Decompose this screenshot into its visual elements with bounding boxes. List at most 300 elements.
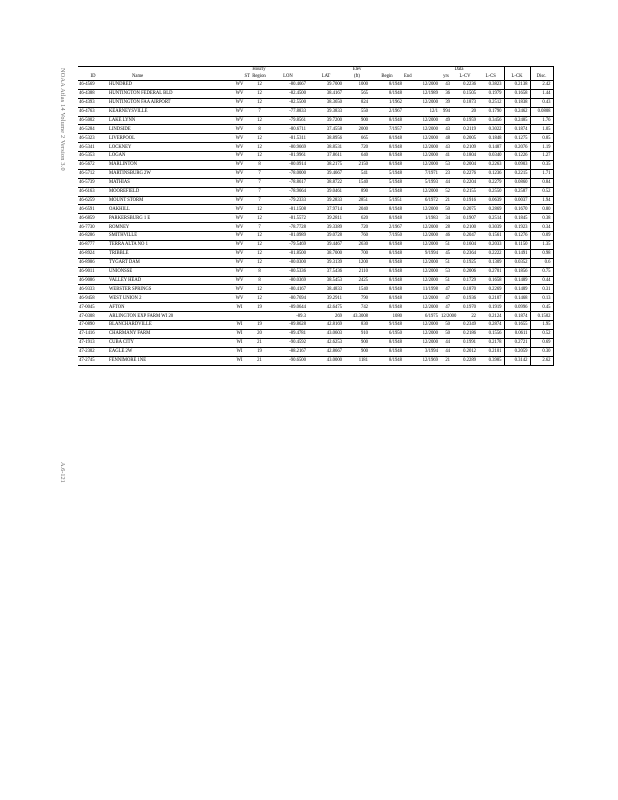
- cell-id: 47-2302: [78, 347, 108, 356]
- cell-lat: 38.8956: [308, 134, 344, 143]
- cell-lcv: 0.1991: [452, 338, 478, 347]
- cell-lck: 0.1150: [504, 241, 530, 250]
- cell-lcs: 0.2269: [478, 285, 504, 294]
- cell-end: 12/2000: [404, 205, 440, 214]
- cell-begin: 8/1948: [370, 338, 404, 347]
- cell-end: 6/1975: [404, 312, 440, 321]
- cell-st: WI: [228, 338, 250, 347]
- cell-region: 7: [250, 169, 268, 178]
- cell-end: 12/2000: [404, 152, 440, 161]
- cell-lcv: 0.2100: [452, 223, 478, 232]
- table-row: [78, 196, 553, 205]
- cell-lat: 39.7200: [308, 116, 344, 125]
- yrs-header: yrs: [440, 73, 452, 81]
- cell-st: WI: [228, 321, 250, 330]
- side-label: [57, 68, 69, 428]
- cell-elev: 900: [344, 116, 370, 125]
- cell-disc: 0.85: [530, 134, 553, 143]
- cell-elev: 1540: [344, 285, 370, 294]
- cell-name: LOGAN: [108, 152, 228, 161]
- cell-disc: 2.62: [530, 356, 553, 365]
- cell-yrs: 53: [440, 267, 452, 276]
- cell-id: 47-0045: [78, 303, 108, 312]
- cell-elev: 700: [344, 249, 370, 258]
- cell-lcv: 0.2186: [452, 329, 478, 338]
- cell-region: 12: [250, 89, 268, 98]
- cell-begin: 7/1957: [370, 125, 404, 134]
- cell-lck: 0.3142: [504, 356, 530, 365]
- cell-lck: 0.1923: [504, 223, 530, 232]
- cell-begin: 8/1948: [370, 356, 404, 365]
- cell-lat: 38.7000: [308, 249, 344, 258]
- cell-name: LOCKNEY: [108, 143, 228, 152]
- cell-yrs: 34: [440, 214, 452, 223]
- table-body: [78, 81, 553, 366]
- cell-lon: -89.4781: [268, 329, 308, 338]
- cell-elev: 1200: [344, 258, 370, 267]
- cell-region: 12: [250, 116, 268, 125]
- cell-lon: -80.4167: [268, 285, 308, 294]
- cell-disc: 0.35: [530, 161, 553, 170]
- cell-lon: -78.8617: [268, 178, 308, 187]
- cell-disc: 0.31: [530, 285, 553, 294]
- cell-begin: 8/1948: [370, 152, 404, 161]
- table-row: [78, 169, 553, 178]
- cell-lcv: 0.2006: [452, 267, 478, 276]
- cell-lon: -89.3: [268, 312, 308, 321]
- cell-lck: 0.2076: [504, 143, 530, 152]
- cell-st: WV: [228, 205, 250, 214]
- table-row: [78, 116, 553, 125]
- cell-lcv: 0.1870: [452, 285, 478, 294]
- cell-lcv: 20: [452, 107, 478, 116]
- cell-lcv: 0.1970: [452, 303, 478, 312]
- cell-lcs: 0.2178: [478, 338, 504, 347]
- cell-lat: 39.2911: [308, 294, 344, 303]
- cell-yrs: 50: [440, 329, 452, 338]
- cell-disc: 0.09: [530, 232, 553, 241]
- cell-st: WV: [228, 223, 250, 232]
- begin-header: Begin: [370, 73, 404, 81]
- cell-id: 46-6859: [78, 214, 108, 223]
- cell-region: 12: [250, 152, 268, 161]
- elev-header: Elev: [344, 67, 370, 74]
- cell-end: 12/2000: [404, 81, 440, 90]
- table-row: [78, 356, 553, 365]
- cell-lon: -89.0644: [268, 303, 308, 312]
- cell-region: 19: [250, 321, 268, 330]
- cell-end: 12/2000: [404, 98, 440, 107]
- cell-lat: 39.3833: [308, 107, 344, 116]
- cell-region: 12: [250, 98, 268, 107]
- cell-lcs: 0.0639: [478, 196, 504, 205]
- cell-name: SMITHVILLE: [108, 232, 228, 241]
- cell-end: 12/2000: [404, 294, 440, 303]
- cell-lon: -82.4500: [268, 89, 308, 98]
- cell-end: 12/2000: [404, 125, 440, 134]
- cell-elev: 43.3008: [344, 312, 370, 321]
- cell-lck: 0.1491: [504, 249, 530, 258]
- cell-region: 12: [250, 249, 268, 258]
- cell-id: 46-9011: [78, 267, 108, 276]
- cell-lcv: 0.2075: [452, 205, 478, 214]
- cell-lcs: 0.2514: [478, 214, 504, 223]
- cell-id: 47-2745: [78, 356, 108, 365]
- lat-header: LAT: [308, 73, 344, 81]
- cell-id: 46-9458: [78, 294, 108, 303]
- cell-disc: 0.44: [530, 276, 553, 285]
- cell-lcs: 0.1658: [478, 276, 504, 285]
- cell-begin: 8/1948: [370, 143, 404, 152]
- cell-lon: -80.7694: [268, 294, 308, 303]
- cell-lat: 38.8531: [308, 143, 344, 152]
- cell-id: 47-1913: [78, 338, 108, 347]
- cell-region: 12: [250, 294, 268, 303]
- cell-lon: -81.9961: [268, 152, 308, 161]
- cell-name: MATHIAS: [108, 178, 228, 187]
- table-row: [78, 267, 553, 276]
- cell-begin: 6/1950: [370, 329, 404, 338]
- cell-name: AFTON: [108, 303, 228, 312]
- table-row: [78, 303, 553, 312]
- cell-elev: 2630: [344, 241, 370, 250]
- cell-id: 46-6163: [78, 187, 108, 196]
- cell-lat: 38.2175: [308, 161, 344, 170]
- cell-lon: -79.2333: [268, 196, 308, 205]
- cell-lat: 38.5453: [308, 276, 344, 285]
- cell-id: 46-8986: [78, 258, 108, 267]
- cell-end: 1/1983: [404, 214, 440, 223]
- cell-name: BLANCHARDVILLE: [108, 321, 228, 330]
- cell-name: LIVERPOOL: [108, 134, 228, 143]
- cell-begin: 7/1950: [370, 232, 404, 241]
- cell-elev: 2110: [344, 267, 370, 276]
- cell-region: 12: [250, 81, 268, 90]
- cell-lat: 39.0728: [308, 232, 344, 241]
- cell-lck: 0.1468: [504, 294, 530, 303]
- cell-begin: 1/1962: [370, 98, 404, 107]
- cell-end: 12/2000: [404, 241, 440, 250]
- cell-lat: 42.6475: [308, 303, 344, 312]
- cell-disc: 0.34: [530, 223, 553, 232]
- cell-name: MARLINTON: [108, 161, 228, 170]
- cell-st: WI: [228, 356, 250, 365]
- ft-header: (ft): [344, 73, 370, 81]
- cell-st: WV: [228, 116, 250, 125]
- cell-lon: -80.9669: [268, 143, 308, 152]
- cell-region: 12: [250, 285, 268, 294]
- cell-elev: 2150: [344, 161, 370, 170]
- cell-elev: 565: [344, 89, 370, 98]
- cell-lat: 39.3389: [308, 223, 344, 232]
- cell-id: 47-0308: [78, 312, 108, 321]
- cell-begin: 8/1948: [370, 116, 404, 125]
- cell-name: ROMNEY: [108, 223, 228, 232]
- cell-region: [250, 312, 268, 321]
- cell-name: TERRA ALTA NO 1: [108, 241, 228, 250]
- cell-name: HUNTINGTON FAA AIRPORT: [108, 98, 228, 107]
- cell-lcs: 0.2124: [478, 312, 504, 321]
- cell-yrs: 47: [440, 294, 452, 303]
- cell-lon: -90.6500: [268, 356, 308, 365]
- cell-name: HUNDRED: [108, 81, 228, 90]
- page-number-text: A.6-121: [59, 462, 66, 483]
- cell-end: 12/2000: [404, 232, 440, 241]
- cell-end: 12/2000: [404, 258, 440, 267]
- cell-name: KEARNEYSVILLE: [108, 107, 228, 116]
- cell-lcs: 0.1561: [478, 232, 504, 241]
- cell-lon: -81.5572: [268, 214, 308, 223]
- cell-name: WEST UNION 2: [108, 294, 228, 303]
- hourly-header: Hourly: [250, 67, 268, 74]
- cell-region: 7: [250, 223, 268, 232]
- cell-name: CUBA CITY: [108, 338, 228, 347]
- cell-lon: -82.5500: [268, 98, 308, 107]
- cell-elev: 2040: [344, 205, 370, 214]
- cell-begin: 8/1948: [370, 81, 404, 90]
- cell-st: WV: [228, 187, 250, 196]
- cell-yrs: 994: [440, 107, 452, 116]
- cell-id: 46-8924: [78, 249, 108, 258]
- cell-disc: 0.6: [530, 258, 553, 267]
- cell-yrs: 21: [440, 196, 452, 205]
- cell-disc: 0.30: [530, 347, 553, 356]
- cell-lcv: 0.2276: [452, 169, 478, 178]
- cell-st: WI: [228, 329, 250, 338]
- cell-lcs: 0.3022: [478, 125, 504, 134]
- cell-lon: -80.0369: [268, 276, 308, 285]
- cell-st: WV: [228, 232, 250, 241]
- cell-lcv: 0.2005: [452, 134, 478, 143]
- cell-end: 12/2000: [404, 187, 440, 196]
- cell-lcs: 0.2701: [478, 267, 504, 276]
- table-row: [78, 241, 553, 250]
- cell-st: WI: [228, 347, 250, 356]
- cell-st: WV: [228, 294, 250, 303]
- cell-id: 46-4388: [78, 89, 108, 98]
- cell-elev: 2851: [344, 196, 370, 205]
- cell-name: LAKE LYNN: [108, 116, 228, 125]
- table-row: [78, 205, 553, 214]
- table-row: [78, 347, 553, 356]
- cell-lat: 43.0000: [308, 356, 344, 365]
- table-row: [78, 161, 553, 170]
- table-row: [78, 285, 553, 294]
- table-row: [78, 312, 553, 321]
- cell-yrs: 23: [440, 169, 452, 178]
- cell-id: 46-8286: [78, 232, 108, 241]
- cell-st: WV: [228, 152, 250, 161]
- cell-name: EAGLE 2W: [108, 347, 228, 356]
- cell-st: WV: [228, 214, 250, 223]
- cell-lat: 43.0603: [308, 329, 344, 338]
- cell-disc: 0.0808: [530, 107, 553, 116]
- cell-lcv: 0.1604: [452, 241, 478, 250]
- cell-yrs: 52: [440, 187, 452, 196]
- cell-lat: 38.3650: [308, 98, 344, 107]
- cell-lck: 0.1226: [504, 152, 530, 161]
- cell-name: TRIBBLE: [108, 249, 228, 258]
- cell-name: FENNIMORE 1NE: [108, 356, 228, 365]
- cell-lck: 0.2587: [504, 187, 530, 196]
- table-row: [78, 152, 553, 161]
- cell-lcv: 0.1729: [452, 276, 478, 285]
- cell-lcv: 0.2155: [452, 187, 478, 196]
- cell-lcv: 0.2289: [452, 356, 478, 365]
- cell-name: TYGART DAM: [108, 258, 228, 267]
- cell-lck: 0.1275: [504, 134, 530, 143]
- cell-st: WV: [228, 161, 250, 170]
- cell-lcs: 0.1487: [478, 143, 504, 152]
- cell-disc: 0.45: [530, 303, 553, 312]
- cell-lcs: 0.2874: [478, 321, 504, 330]
- cell-lon: -80.4667: [268, 81, 308, 90]
- station-statistics-table: [78, 66, 554, 366]
- cell-end: 11/1998: [404, 285, 440, 294]
- cell-lon: -88.2167: [268, 347, 308, 356]
- cell-end: 3/1994: [404, 347, 440, 356]
- id-header: ID: [78, 73, 108, 81]
- cell-end: 12/2000: [404, 303, 440, 312]
- cell-id: 46-5002: [78, 116, 108, 125]
- cell-yrs: 50: [440, 321, 452, 330]
- cell-region: 12: [250, 134, 268, 143]
- cell-lcs: 0.2869: [478, 205, 504, 214]
- cell-lcv: 0.2364: [452, 249, 478, 258]
- cell-region: 7: [250, 178, 268, 187]
- cell-yrs: 39: [440, 98, 452, 107]
- cell-lon: -80.0300: [268, 258, 308, 267]
- cell-disc: 1.95: [530, 321, 553, 330]
- cell-st: [228, 312, 250, 321]
- cell-begin: 8/1948: [370, 258, 404, 267]
- cell-st: WV: [228, 258, 250, 267]
- cell-lon: -81.1508: [268, 205, 308, 214]
- cell-name: CHARMANY FARM: [108, 329, 228, 338]
- cell-name: PARKERSBURG 1 E: [108, 214, 228, 223]
- cell-lck: 0.1489: [504, 276, 530, 285]
- cell-st: WV: [228, 285, 250, 294]
- cell-name: MOUNT STORM: [108, 196, 228, 205]
- table-row: [78, 178, 553, 187]
- cell-lck: 0.1658: [504, 89, 530, 98]
- cell-lat: 37.9714: [308, 205, 344, 214]
- cell-lat: 37.5436: [308, 267, 344, 276]
- cell-begin: 8/1948: [370, 285, 404, 294]
- cell-st: WV: [228, 241, 250, 250]
- cell-end: 12/1989: [404, 89, 440, 98]
- data-header: Data: [440, 67, 478, 74]
- cell-name: ARLINGTON EXP FARM WI 20: [108, 312, 228, 321]
- cell-id: 46-5284: [78, 125, 108, 134]
- cell-lcs: 0.3039: [478, 223, 504, 232]
- cell-lon: -79.5469: [268, 241, 308, 250]
- table-row: [78, 98, 553, 107]
- cell-disc: 1.71: [530, 169, 553, 178]
- cell-elev: 900: [344, 338, 370, 347]
- cell-end: 12/2000: [404, 143, 440, 152]
- table-row: [78, 338, 553, 347]
- cell-name: VALLEY HEAD: [108, 276, 228, 285]
- cell-lck: 0.2462: [504, 107, 530, 116]
- cell-begin: 5/1951: [370, 196, 404, 205]
- cell-begin: 8/1948: [370, 303, 404, 312]
- cell-yrs: 46: [440, 232, 452, 241]
- cell-end: 12/1969: [404, 356, 440, 365]
- cell-id: 46-8777: [78, 241, 108, 250]
- cell-lcs: 0.3456: [478, 116, 504, 125]
- cell-region: 8: [250, 125, 268, 134]
- cell-lat: 39.3139: [308, 258, 344, 267]
- cell-lat: 39.2811: [308, 214, 344, 223]
- table-row: [78, 187, 553, 196]
- table-row: [78, 107, 553, 116]
- cell-lck: 0.0903: [504, 161, 530, 170]
- cell-yrs: 44: [440, 347, 452, 356]
- cell-elev: 720: [344, 223, 370, 232]
- cell-region: 19: [250, 347, 268, 356]
- cell-lcv: 0.1925: [452, 258, 478, 267]
- cell-lcs: 0.1979: [478, 89, 504, 98]
- cell-lcs: 0.2512: [478, 98, 504, 107]
- cell-lat: 39.7000: [308, 81, 344, 90]
- cell-lcs: 0.2101: [478, 347, 504, 356]
- cell-end: 9/1994: [404, 249, 440, 258]
- cell-lat: 39.4467: [308, 241, 344, 250]
- cell-lon: -90.4592: [268, 338, 308, 347]
- cell-begin: 2/1967: [370, 107, 404, 116]
- cell-lck: 0.2485: [504, 116, 530, 125]
- cell-elev: 824: [344, 98, 370, 107]
- table-row: [78, 276, 553, 285]
- cell-elev: 665: [344, 134, 370, 143]
- cell-st: WV: [228, 107, 250, 116]
- cell-disc: 0.43: [530, 98, 553, 107]
- cell-elev: 910: [344, 329, 370, 338]
- cell-lon: -79.8561: [268, 116, 308, 125]
- cell-yrs: 51: [440, 276, 452, 285]
- cell-region: 12: [250, 232, 268, 241]
- table-row: [78, 214, 553, 223]
- cell-lat: 37.8611: [308, 152, 344, 161]
- cell-disc: 1.94: [530, 196, 553, 205]
- cell-id: 46-5672: [78, 161, 108, 170]
- cell-end: 12/2000: [404, 329, 440, 338]
- cell-id: 46-5353: [78, 152, 108, 161]
- cell-yrs: 53: [440, 161, 452, 170]
- cell-region: 7: [250, 187, 268, 196]
- cell-begin: 9/1948: [370, 321, 404, 330]
- cell-disc: 0.98: [530, 249, 553, 258]
- cell-lcs: 0.3985: [478, 356, 504, 365]
- cell-lon: -81.0989: [268, 232, 308, 241]
- cell-end: 7/1971: [404, 169, 440, 178]
- cell-st: WV: [228, 81, 250, 90]
- cell-disc: 0.84: [530, 178, 553, 187]
- cell-lcv: 0.1936: [452, 294, 478, 303]
- cell-end: 12/1: [404, 107, 440, 116]
- cell-begin: 8/1948: [370, 294, 404, 303]
- cell-begin: 5/1948: [370, 169, 404, 178]
- lck-header: L-CK: [504, 73, 530, 81]
- cell-elev: 2000: [344, 125, 370, 134]
- cell-id: 46-9333: [78, 285, 108, 294]
- cell-id: 47-1416: [78, 329, 108, 338]
- cell-lcs: 0.2263: [478, 161, 504, 170]
- cell-elev: 742: [344, 303, 370, 312]
- cell-lon: -80.0914: [268, 161, 308, 170]
- cell-lcv: 0.1873: [452, 98, 478, 107]
